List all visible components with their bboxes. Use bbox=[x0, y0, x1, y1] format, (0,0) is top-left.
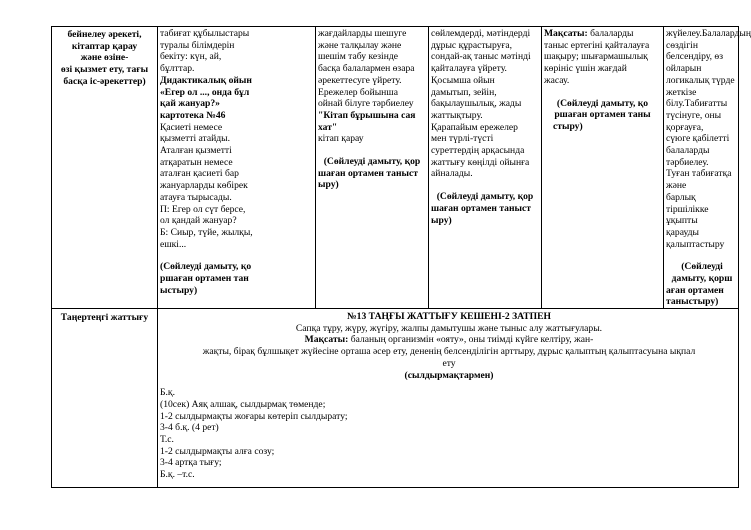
game-title: қай жануар?» bbox=[160, 98, 220, 110]
text-line: атқаратын немесе bbox=[160, 156, 233, 168]
text-line: қайталауға үйрету. bbox=[431, 63, 507, 75]
text-line: сондай-ақ таныс мәтінді bbox=[431, 51, 531, 63]
exercise-subtitle: Сапқа тұру, жүру, жүгіру, жалпы дамытушы және тыныс алу жаттығулары. bbox=[295, 322, 603, 334]
text-line: көрініс үшін жағдай bbox=[544, 63, 627, 75]
activity-cell-3 bbox=[429, 27, 542, 308]
text-line: бақылаушылық, жады bbox=[431, 98, 522, 110]
exercise-step: Б.қ. bbox=[160, 387, 175, 399]
text-line: ол қандай жануар? bbox=[160, 215, 237, 227]
text-line: шақыру; шығармашылық bbox=[544, 51, 648, 63]
text-line: П: Егер ол сүт берсе, bbox=[160, 203, 246, 215]
text-line: тәрбиелеу. bbox=[666, 156, 709, 168]
text-line: мен түрлі-түсті bbox=[431, 133, 494, 145]
text-line: қызметті атайды. bbox=[160, 133, 230, 145]
activity-cell-1 bbox=[158, 27, 316, 308]
text-line: шешім табу кезінде bbox=[318, 51, 398, 63]
text-line: кітап қарау bbox=[318, 133, 364, 145]
subject-note: шаған ортамен таныст bbox=[431, 202, 531, 214]
exercise-step: 3-4 артқа тығу; bbox=[160, 457, 222, 469]
row-label-line: және өзіне- bbox=[80, 52, 129, 64]
subject-note: (Сөйлеуді дамыту, қорш bbox=[671, 261, 733, 285]
goal-label: Мақсаты: bbox=[304, 334, 349, 346]
text-line: және талқылау және bbox=[318, 39, 402, 51]
subject-note: ыру) bbox=[318, 179, 339, 191]
activity-cell-4 bbox=[542, 27, 664, 308]
game-title: «Егер ол ..., онда бұл bbox=[160, 86, 250, 98]
table-row bbox=[52, 27, 751, 309]
text-line: Б: Сиыр, түйе, жылқы, bbox=[160, 226, 253, 238]
text-line: жағдайларды шешуге bbox=[318, 28, 407, 39]
text-line: қарауды қалыптастыру bbox=[666, 226, 725, 250]
activity-cell-5 bbox=[664, 27, 751, 308]
subject-note: (Сөйлеуді дамыту, қо bbox=[556, 97, 649, 109]
subject-note: ыру) bbox=[431, 214, 452, 226]
text-line: айналады. bbox=[431, 168, 473, 180]
row-label-line: кітаптар қарау bbox=[71, 40, 138, 52]
text-line: жаттықтыру. bbox=[431, 109, 483, 121]
goal-line bbox=[544, 28, 661, 40]
text-line: жасау. bbox=[544, 74, 570, 86]
subject-note: ршаған ортамен тан bbox=[160, 273, 249, 285]
row-label-cell bbox=[52, 27, 158, 308]
text-line: Қосымша ойын bbox=[431, 74, 495, 86]
text-line: жаттығу көңілді ойынға bbox=[431, 156, 530, 168]
goal-text: балаларды bbox=[587, 28, 634, 39]
text-line: Аталған қызметті bbox=[160, 145, 232, 157]
text-line: ойнай білуге тәрбиелеу bbox=[318, 98, 414, 110]
exercise-step: 1-2 сылдырмақты алға созу; bbox=[160, 445, 275, 457]
text-line: әрекеттесуге үйрету. bbox=[318, 74, 402, 86]
plan-table bbox=[51, 26, 751, 488]
exercise-step: 1-2 сылдырмақты жоғары көтеріп сылдырату; bbox=[160, 410, 348, 422]
subject-note: ыстыру) bbox=[160, 284, 198, 296]
activity-title: хат" bbox=[318, 121, 338, 133]
subject-note: (Сөйлеуді дамыту, қор bbox=[323, 156, 421, 168]
goal-text: баланың организмін «ояту», оны тиімді күйге келтіру, жан- bbox=[348, 334, 594, 346]
exercise-step: Т.с. bbox=[160, 434, 174, 446]
text-line: Ережелер бойынша bbox=[318, 86, 398, 98]
equipment-label: (сылдырмақтармен) bbox=[404, 369, 494, 381]
subject-note: (Сөйлеуді дамыту, қор bbox=[436, 191, 534, 203]
text-line: туралы білімдерін bbox=[160, 39, 235, 51]
text-line: Туған табиғатқа және bbox=[666, 168, 732, 192]
activity-title: "Кітап бұрышына сая bbox=[318, 109, 416, 121]
activity-cell-2 bbox=[316, 27, 429, 308]
goal-line bbox=[160, 334, 738, 346]
subject-note: ршаған ортамен таны bbox=[554, 109, 651, 121]
subject-note: аған ортамен таныстыру) bbox=[666, 284, 724, 308]
text-line: жүйелеу.Балалардың bbox=[666, 28, 751, 39]
text-line: барлық тіршілікке ұқыпты bbox=[666, 191, 709, 227]
game-title: Дидактикалық ойын bbox=[160, 74, 252, 86]
text-line: Қарапайым ережелер bbox=[431, 121, 518, 133]
card-number: картотека №46 bbox=[160, 109, 226, 121]
text-line: атауға тырысады. bbox=[160, 191, 232, 203]
goal-label: Мақсаты: bbox=[544, 28, 588, 39]
text-line: таныс ертегіні қайталауға bbox=[544, 39, 650, 51]
text-line: басқа балалармен өзара bbox=[318, 63, 415, 75]
subject-note: шаған ортамен таныст bbox=[318, 167, 418, 179]
text-line: ешкі... bbox=[160, 238, 187, 250]
subject-note: стыру) bbox=[553, 120, 583, 132]
exercise-step: (10сек) Аяқ алшақ, сылдырмақ төменде; bbox=[160, 398, 326, 410]
exercise-cell bbox=[158, 309, 740, 487]
table-row bbox=[52, 309, 738, 487]
text-line: ойларын логикалық түрде bbox=[666, 63, 735, 86]
row-label-line: өзі қызмет ету, тағы bbox=[60, 64, 149, 76]
row-label-line: бейнелеу әрекеті, bbox=[67, 29, 142, 40]
text-line: бұлттар. bbox=[160, 63, 195, 75]
text-line: дұрыс құрастыруға, bbox=[431, 39, 513, 51]
exercise-title: №13 ТАҢҒЫ ЖАТТЫҒУ КЕШЕНІ-2 ЗАТПЕН bbox=[347, 311, 551, 322]
exercise-step: 3-4 б.қ. (4 рет) bbox=[160, 422, 219, 434]
text-line: сөздігін белсендіру, өз bbox=[666, 39, 724, 63]
text-line: суреттердің арқасында bbox=[431, 145, 525, 157]
text-line: сүюге қабілетті балаларды bbox=[666, 133, 730, 157]
text-line: жеткізе білу.Табиғатты bbox=[666, 86, 728, 110]
text-line: Қасиеті немесе bbox=[160, 121, 223, 133]
text-line: бекіту: күн, ай, bbox=[160, 51, 222, 63]
row-label-line: басқа іс-әрекеттер) bbox=[63, 75, 146, 87]
exercise-step: Б.қ. –т.с. bbox=[160, 469, 195, 481]
text-line: жануарларды көбірек bbox=[160, 180, 248, 192]
row-label-cell: Таңертеңгі жаттығу bbox=[52, 309, 158, 487]
text-line: аталған қасиеті бар bbox=[160, 168, 239, 180]
goal-line: ету bbox=[442, 357, 456, 369]
text-line: сөйлемдерді, мәтіндерді bbox=[431, 28, 531, 39]
goal-line: жақты, бірақ бұлшықет жүйесіне орташа әсер ету, дененің белсенділігін арттыру, дұрыс қалыптың қалыптасуына ықпал bbox=[202, 346, 696, 358]
text-line: табиғат құбылыстары bbox=[160, 28, 250, 39]
text-line: дамытып, зейін, bbox=[431, 86, 497, 98]
subject-note: (Сөйлеуді дамыту, қо bbox=[160, 261, 252, 273]
text-line: түсінуге, оны қорғауға, bbox=[666, 109, 722, 133]
